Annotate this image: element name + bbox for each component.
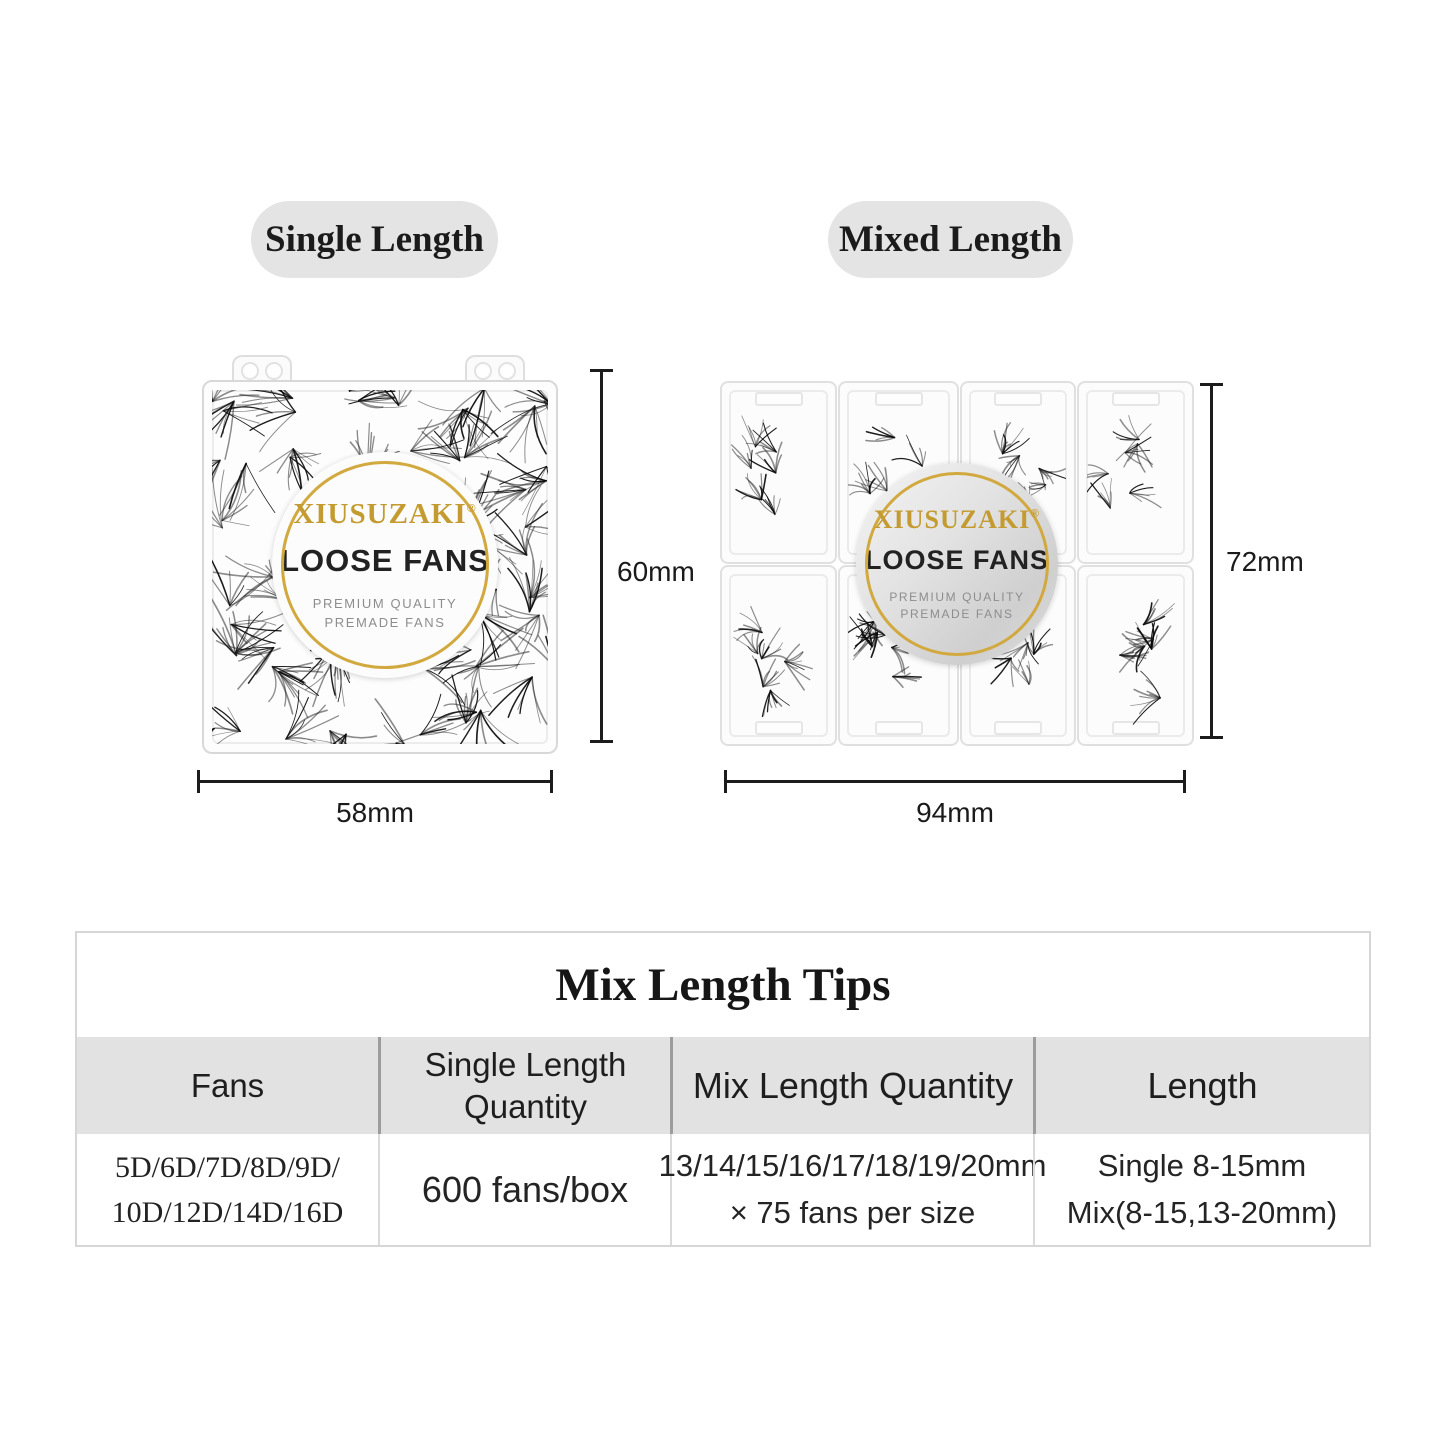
table-data-row <box>77 1134 1369 1245</box>
lash-fans-cluster <box>730 391 827 554</box>
dimension-label-single-width: 58mm <box>336 797 414 828</box>
cell-fans-line2: 10D/12D/14D/16D <box>111 1195 344 1229</box>
dimension-line-single-height <box>600 369 603 743</box>
header-single-length-quantity: Single Length Quantity <box>378 1037 670 1134</box>
lash-fans-cluster <box>1087 391 1184 554</box>
spec-table <box>75 931 1371 1247</box>
header-fans: Fans <box>190 1066 265 1104</box>
cell-length-line1: Single 8-15mm <box>1097 1148 1307 1183</box>
dimension-line-mixed-width <box>724 780 1186 783</box>
dimension-line-single-width <box>197 780 553 783</box>
gold-ring-icon <box>865 472 1049 656</box>
dimension-label-mixed-width: 94mm <box>916 797 994 828</box>
brand-sticker-single <box>272 452 498 678</box>
header-mix-length-quantity: Mix Length Quantity <box>670 1037 1033 1134</box>
cell-fans <box>77 1134 378 1245</box>
hinge-bump-icon <box>241 362 259 380</box>
hinge-bump-icon <box>498 362 516 380</box>
badge-mixed-length <box>828 201 1073 278</box>
compartment <box>720 565 837 746</box>
lash-fans-cluster <box>730 575 827 736</box>
product-name: LOOSE FANS <box>864 544 1050 575</box>
brand-name: XIUSUZAKI <box>293 497 467 530</box>
cell-mix-line2: × 75 fans per size <box>729 1194 976 1230</box>
product-subtitle-line2: PREMADE FANS <box>324 614 446 630</box>
registered-mark-icon: ® <box>1030 505 1041 520</box>
product-subtitle-line1: PREMIUM QUALITY <box>889 589 1025 604</box>
product-subtitle-line1: PREMIUM QUALITY <box>312 595 458 611</box>
brand-name: XIUSUZAKI <box>873 504 1031 534</box>
hinge-bump-icon <box>265 362 283 380</box>
dimension-label-mixed-height: 72mm <box>1226 546 1304 577</box>
compartment <box>1077 381 1194 564</box>
cell-length <box>1033 1134 1369 1245</box>
badge-mixed-length-label: Mixed Length <box>838 219 1063 260</box>
cell-mix-quantity <box>658 1134 1047 1245</box>
cell-length-line2: Mix(8-15,13-20mm) <box>1066 1194 1338 1230</box>
product-name: LOOSE FANS <box>280 542 490 578</box>
brand-sticker-mixed <box>856 463 1058 665</box>
table-title: Mix Length Tips <box>555 959 891 1011</box>
table-header-row <box>77 1037 1369 1134</box>
dimension-label-single-height: 60mm <box>617 556 695 587</box>
gold-ring-icon <box>281 461 489 669</box>
hinge-bump-icon <box>474 362 492 380</box>
header-length: Length <box>1033 1037 1369 1134</box>
badge-single-length-label: Single Length <box>265 219 484 260</box>
cell-fans-line1: 5D/6D/7D/8D/9D/ <box>115 1150 340 1184</box>
dimension-line-mixed-height <box>1210 383 1213 739</box>
compartment <box>1077 565 1194 746</box>
badge-single-length <box>251 201 498 278</box>
cell-single-quantity: 600 fans/box <box>378 1134 670 1245</box>
cell-mix-line1: 13/14/15/16/17/18/19/20mm <box>658 1148 1047 1183</box>
product-subtitle-line2: PREMADE FANS <box>900 607 1014 621</box>
registered-mark-icon: ® <box>466 500 477 515</box>
compartment <box>720 381 837 564</box>
lash-fans-cluster <box>1087 575 1184 736</box>
